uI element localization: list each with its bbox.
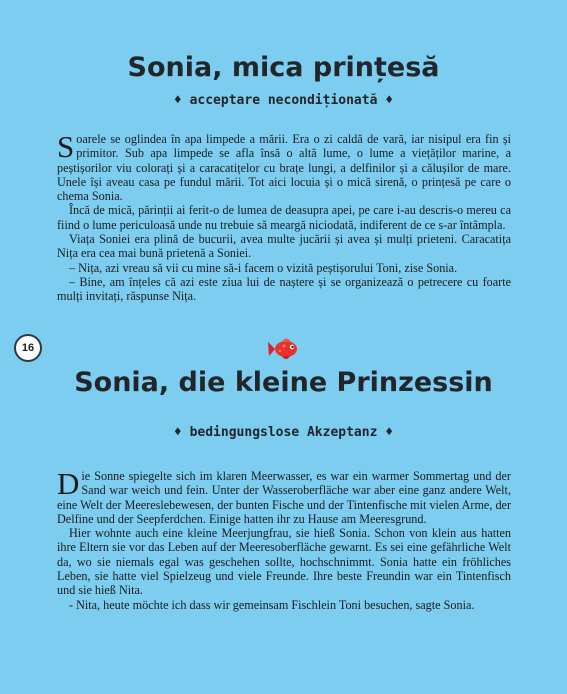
paragraph: - Nita, heute möchte ich dass wir gemeinsam Fischlein Toni besuchen, sagte Sonia. [69,597,475,612]
subtitle-german: ♦ bedingungslose Akzeptanz ♦ [173,425,394,440]
title-german: Sonia, die kleine Prinzessin [74,367,493,398]
paragraph-text: oarele se oglindea în apa limpede a mării. Era o zi caldă de vară, iar nisipul era fin și primitor. Sub apa limpede se afla însă o altă lume, o lume a viețăților marine, a peștișorilor viu colorați și a caracatițelor cu brațe lungi, a delfinilor și a călușilor de mare. Unele își aveau casa pe fundul mării. Tot aici locuia și o mică sirenă, o prințesă pe care o chema Sonia. [57,132,511,204]
drop-cap: D [57,466,80,501]
paragraph: Viața Soniei era plină de bucurii, avea multe jucării și avea și mulți prieteni. Caracatița Nița era cea mai bună prietenă a Soniei. [57,232,511,261]
paragraph: Încă de mică, părinții ai ferit-o de lumea de deasupra apei, pe care i-au descris-o mereu ca fiind o lume periculoasă unde nu trebuie să meargă niciodată, indiferent de ce s-ar întâmpla. [57,203,511,232]
page-number: 16 [14,334,42,362]
story-german [57,466,511,612]
paragraph-text: ie Sonne spiegelte sich im klaren Meerwasser, es war ein warmer Sommertag und der Sand war weich und fein. Unter der Wasseroberfläche war aber eine ganz andere Welt, eine Welt der Meereslebewesen, der bunten Fische und der Tintenfische mit vielen Arme, der Delfine und der Seepferdchen. Einige hatten ihr zu Hause am Meeresgrund. [57,469,511,526]
subtitle-romanian: ♦ acceptare necondiționată ♦ [173,93,394,108]
paragraph: – Bine, am înțeles că azi este ziua lui de naștere și se organizează o petrecere cu foarte mulți invitați, răspunse Nița. [57,274,511,304]
paragraph: – Nița, azi vreau să vii cu mine să-i facem o vizită peștișorului Toni, zise Sonia. [69,260,458,275]
paragraph-first [57,129,511,204]
paragraph: Hier wohnte auch eine kleine Meerjungfrau, sie hieß Sonia. Schon von klein aus hatten ihre Eltern sie vor das Leben auf der Meeresoberfläche gewarnt. Es sei eine gefährliche Welt da, wo sie niemals egal was geschehen sollte, hochschnimmt. Sonia hatte ein fröhliches Leben, sie hatte viel Spielzeug und viele Freunde. Ihre beste Freundin war ein Tintenfisch und sie hieß Nita. [57,526,511,598]
drop-cap: S [57,129,75,164]
title-romanian: Sonia, mica prințesă [127,52,440,83]
red-fish-icon [268,333,302,363]
story-romanian [57,129,511,304]
paragraph-first [57,466,511,526]
